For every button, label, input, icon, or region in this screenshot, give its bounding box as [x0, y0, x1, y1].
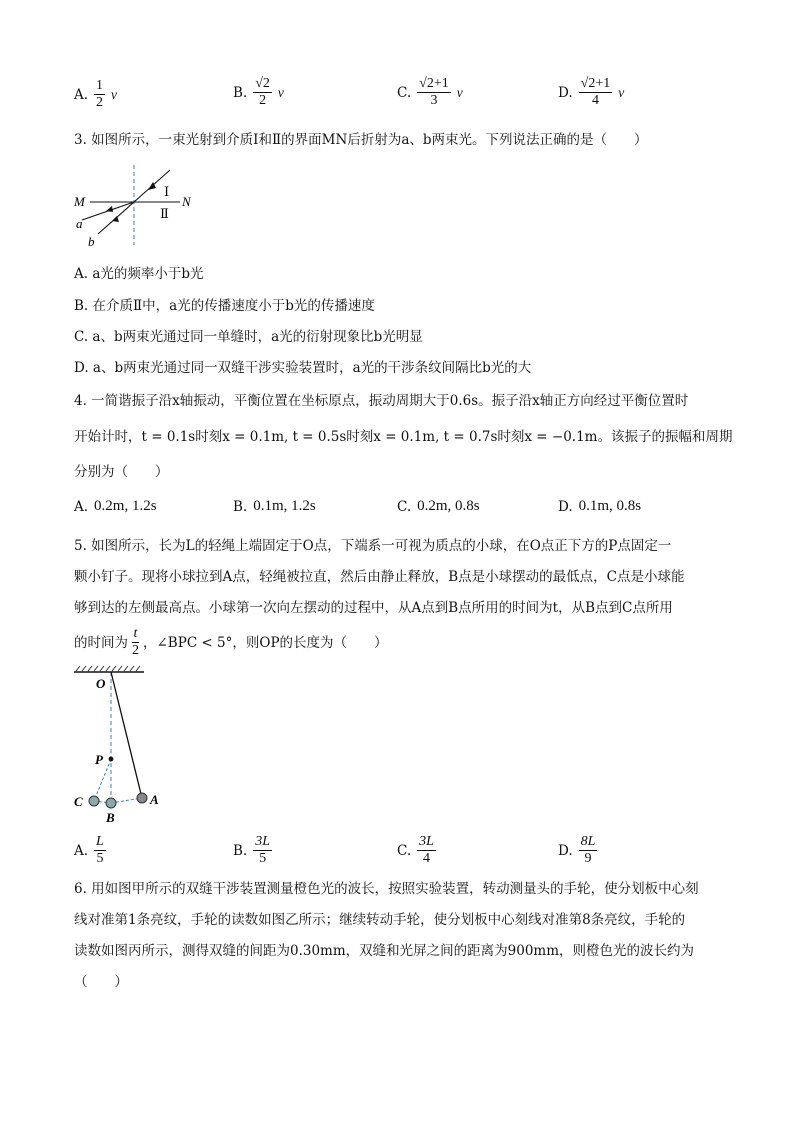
q4-line-3: 分别为（ ）: [74, 464, 169, 480]
q5-line-2: 颗小钉子。现将小球拉到A点，轻绳被拉直，然后由静止释放，B点是小球摆动的最低点，C点是小球能: [74, 569, 685, 585]
q4-line-2: 开始计时，t = 0.1s时刻x = 0.1m, t = 0.5s时刻x = 0.1m, t = 0.7s时刻x = −0.1m。该振子的振幅和周期: [74, 429, 733, 445]
q6-line-2: 线对准第1条亮纹，手轮的读数如图乙所示；继续转动手轮，使分划板中心刻线对准第8条亮纹，手轮的: [74, 912, 686, 928]
label-b: b: [88, 234, 95, 249]
ball-a: [137, 793, 147, 803]
q2-option-d: D. $\frac{√2+1}{4}$ v: [558, 76, 625, 108]
q6-line-4: （ ）: [74, 974, 128, 990]
label-medium-1: Ⅰ: [164, 184, 170, 199]
label-c: C: [74, 794, 83, 809]
q4-line-1: 4. 一简谐振子沿x轴振动，平衡位置在坐标原点，振动周期大于0.6s。振子沿x轴正方向经过平衡位置时: [74, 393, 689, 409]
q5-line-1: 5. 如图所示，长为L的轻绳上端固定于O点，下端系一可视为质点的小球，在O点正下方的P点固定一: [74, 538, 672, 554]
q6-line-1: 6. 用如图甲所示的双缝干涉装置测量橙色光的波长，按照实验装置，转动测量头的手轮，使分划板中心刻: [74, 881, 699, 897]
q2-option-d-fraction: $\frac{√2+1}{4}$: [580, 76, 611, 108]
q2-option-c-fraction: $\frac{√2+1}{3}$: [419, 76, 449, 108]
label-p: P: [95, 752, 103, 767]
label-b: B: [106, 810, 115, 825]
q3-refraction-figure: [70, 160, 210, 250]
q5-time-fraction: $\frac{t}{2}$: [132, 626, 139, 658]
q5-line-3: 够到达的左侧最高点。小球第一次向左摆动的过程中，从A点到B点所用的时间为t，从B点到C点所用: [74, 600, 673, 616]
ball-b: [106, 798, 116, 808]
label-o: O: [96, 676, 106, 691]
q5-pendulum-figure: [70, 664, 180, 828]
ball-c: [89, 796, 99, 806]
q2-option-b: B. $\frac{√2}{2}$ v: [233, 76, 284, 108]
q3-option-a: A. a光的频率小于b光: [74, 266, 204, 282]
q4-option-d: D. 0.1m, 0.8s: [558, 498, 642, 515]
q2-option-a: A. $\frac{1}{2}$ v: [74, 78, 118, 110]
label-m: M: [74, 194, 85, 209]
q5-option-c: C. $\frac{3L}{4}$: [397, 834, 434, 866]
q3-stem: 3. 如图所示，一束光射到介质Ⅰ和Ⅱ的界面MN后折射为a、b两束光。下列说法正确的是（ ）: [74, 132, 648, 148]
q4-option-a: A. 0.2m, 1.2s: [74, 498, 157, 515]
q3-option-b: B. 在介质Ⅱ中，a光的传播速度小于b光的传播速度: [74, 298, 375, 314]
nail-p: [109, 757, 114, 762]
q2-option-b-fraction: $\frac{√2}{2}$: [255, 76, 270, 108]
string-oa: [111, 672, 142, 798]
q5-option-d: D. $\frac{8L}{9}$: [558, 834, 596, 866]
ceiling-hatch: [76, 666, 140, 671]
q4-option-c: C. 0.2m, 0.8s: [397, 498, 480, 515]
q3-option-d: D. a、b两束光通过同一双缝干涉实验装置时，a光的干涉条纹间隔比b光的大: [74, 360, 532, 376]
q2-option-c: C. $\frac{√2+1}{3}$ v: [397, 76, 463, 108]
q2-option-a-fraction: $\frac{1}{2}$: [96, 78, 104, 110]
label-medium-2: Ⅱ: [160, 206, 169, 221]
label-a: a: [76, 216, 83, 231]
label-a: A: [150, 792, 159, 807]
label-n: N: [182, 194, 191, 209]
q5-line-4: 的时间为 $\frac{t}{2}$ ，∠BPC < 5°，则OP的长度为（ ）: [74, 626, 388, 658]
q3-option-c: C. a、b两束光通过同一单缝时，a光的衍射现象比b光明显: [74, 329, 423, 345]
q5-option-a: A. $\frac{L}{5}$: [74, 834, 104, 866]
q5-option-b: B. $\frac{3L}{5}$: [233, 834, 271, 866]
q4-option-b: B. 0.1m, 1.2s: [233, 498, 316, 515]
q6-line-3: 读数如图丙所示，测得双缝的间距为0.30mm，双缝和光屏之间的距离为900mm，则橙色光的波长约为: [74, 943, 695, 959]
ray-a-arrow-icon: [106, 206, 113, 212]
